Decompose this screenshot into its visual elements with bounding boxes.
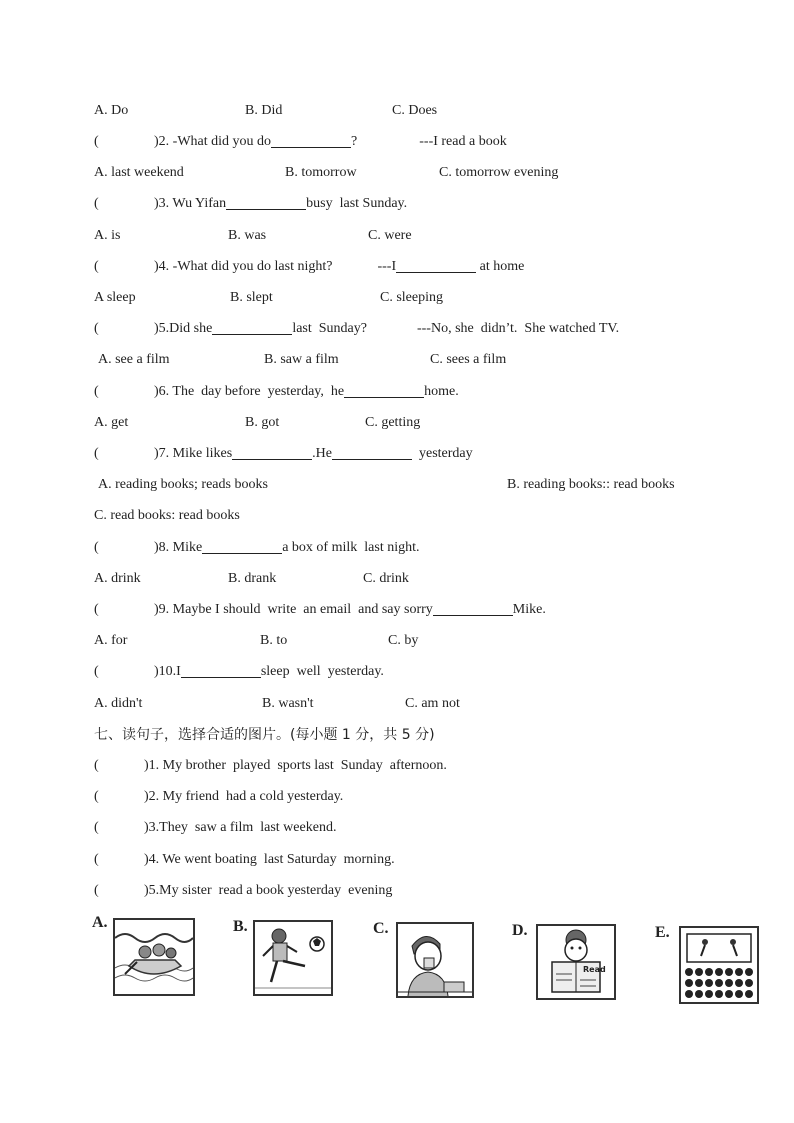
- answer-paren[interactable]: (: [94, 196, 99, 211]
- response-text: at home: [476, 259, 525, 274]
- option[interactable]: A. get: [94, 415, 129, 430]
- sentence-text: )1. My brother played sports last Sunday afternoon.: [144, 758, 447, 773]
- answer-blank[interactable]: [332, 445, 412, 460]
- question-text: )6. The day before yesterday, he: [154, 384, 345, 399]
- answer-paren[interactable]: (: [94, 852, 99, 867]
- question-6: [94, 383, 459, 401]
- question-text: )10.I: [154, 664, 181, 679]
- option[interactable]: C. sees a film: [430, 352, 507, 367]
- response-text: ---I: [377, 259, 397, 274]
- section-7-item-1: [94, 757, 447, 775]
- option[interactable]: B. slept: [230, 290, 273, 305]
- boating-picture[interactable]: [113, 918, 195, 996]
- option[interactable]: B. Did: [245, 103, 283, 118]
- response-text: ---I read a book: [419, 134, 507, 149]
- reading-icon: [538, 926, 614, 998]
- option[interactable]: C. tomorrow evening: [439, 165, 559, 180]
- answer-paren[interactable]: (: [94, 820, 99, 835]
- question-2: [94, 133, 507, 151]
- option[interactable]: A sleep: [94, 290, 136, 305]
- question-text: )8. Mike: [154, 540, 203, 555]
- answer-blank[interactable]: [181, 663, 261, 678]
- cold-picture[interactable]: [396, 922, 474, 998]
- answer-paren[interactable]: (: [94, 134, 99, 149]
- cinema-icon: [681, 928, 757, 1002]
- picture-label-b: B.: [233, 918, 248, 935]
- picture-label-c: C.: [373, 920, 389, 937]
- question-text: )3. Wu Yifan: [154, 196, 227, 211]
- answer-paren[interactable]: (: [94, 259, 99, 274]
- option[interactable]: A. see a film: [98, 352, 170, 367]
- sick-person-icon: [398, 924, 472, 996]
- question-7: [94, 445, 473, 463]
- question-text: ?: [351, 134, 358, 149]
- answer-paren[interactable]: (: [94, 321, 99, 336]
- question-text: )2. -What did you do: [154, 134, 272, 149]
- answer-blank[interactable]: [232, 445, 312, 460]
- option[interactable]: C. were: [368, 228, 412, 243]
- film-picture[interactable]: [679, 926, 759, 1004]
- boating-icon: [115, 920, 193, 994]
- option[interactable]: C. read books: read books: [94, 508, 240, 523]
- answer-paren[interactable]: (: [94, 446, 99, 461]
- option[interactable]: A. last weekend: [94, 165, 184, 180]
- option[interactable]: C. by: [388, 633, 419, 648]
- answer-paren[interactable]: (: [94, 384, 99, 399]
- answer-blank[interactable]: [202, 539, 282, 554]
- question-text: )9. Maybe I should write an email and say sorry: [154, 602, 433, 617]
- question-8: [94, 539, 419, 557]
- section-7-item-4: [94, 851, 395, 869]
- sentence-text: )2. My friend had a cold yesterday.: [144, 789, 344, 804]
- answer-paren[interactable]: (: [94, 602, 99, 617]
- option[interactable]: A. is: [94, 228, 121, 243]
- question-text: Mike.: [512, 602, 546, 617]
- section-7-item-5: [94, 882, 392, 900]
- answer-paren[interactable]: (: [94, 540, 99, 555]
- question-text: busy last Sunday.: [306, 196, 408, 211]
- option[interactable]: A. Do: [94, 103, 129, 118]
- picture-label-a: A.: [92, 914, 108, 931]
- option[interactable]: B. tomorrow: [285, 165, 357, 180]
- option[interactable]: B. was: [228, 228, 267, 243]
- option[interactable]: B. saw a film: [264, 352, 339, 367]
- question-text: .He: [312, 446, 332, 461]
- sentence-text: )4. We went boating last Saturday morning.: [144, 852, 395, 867]
- option[interactable]: A. for: [94, 633, 128, 648]
- question-text: home.: [424, 384, 459, 399]
- answer-blank[interactable]: [396, 258, 476, 273]
- question-text: yesterday: [411, 446, 473, 461]
- question-text: )7. Mike likes: [154, 446, 233, 461]
- question-9: [94, 601, 546, 619]
- answer-paren[interactable]: (: [94, 664, 99, 679]
- question-5: [94, 320, 619, 338]
- section-7-item-3: [94, 819, 336, 837]
- section-7-item-2: [94, 788, 343, 806]
- answer-paren[interactable]: (: [94, 758, 99, 773]
- option[interactable]: B. to: [260, 633, 288, 648]
- section-7-title: 七、读句子，选择合适的图片。(每小题 1 分，共 5 分): [94, 727, 435, 743]
- option[interactable]: C. sleeping: [380, 290, 443, 305]
- question-text: )5.Did she: [154, 321, 213, 336]
- sports-picture[interactable]: [253, 920, 333, 996]
- sentence-text: )5.My sister read a book yesterday evening: [144, 883, 393, 898]
- answer-blank[interactable]: [433, 601, 513, 616]
- option[interactable]: A. drink: [94, 571, 141, 586]
- reading-picture[interactable]: [536, 924, 616, 1000]
- question-3: [94, 195, 407, 213]
- option[interactable]: B. got: [245, 415, 280, 430]
- question-10: [94, 663, 384, 681]
- question-4: [94, 258, 524, 276]
- question-text: )4. -What did you do last night?: [154, 259, 333, 274]
- picture-label-e: E.: [655, 924, 670, 941]
- option[interactable]: C. Does: [392, 103, 438, 118]
- answer-blank[interactable]: [212, 320, 292, 335]
- picture-label-d: D.: [512, 922, 528, 939]
- option[interactable]: C. getting: [365, 415, 421, 430]
- question-text: last Sunday?: [292, 321, 367, 336]
- question-text: a box of milk last night.: [282, 540, 420, 555]
- option[interactable]: A. didn't: [94, 696, 143, 711]
- sentence-text: )3.They saw a film last weekend.: [144, 820, 337, 835]
- option[interactable]: B. wasn't: [262, 696, 314, 711]
- answer-blank[interactable]: [226, 195, 306, 210]
- option[interactable]: B. drank: [228, 571, 277, 586]
- option[interactable]: A. reading books; reads books: [98, 477, 268, 492]
- option[interactable]: B. reading books:: read books: [507, 477, 675, 492]
- football-icon: [255, 922, 331, 994]
- answer-paren[interactable]: (: [94, 883, 99, 898]
- answer-blank[interactable]: [344, 383, 424, 398]
- answer-paren[interactable]: (: [94, 789, 99, 804]
- option[interactable]: C. drink: [363, 571, 409, 586]
- response-text: ---No, she didn’t. She watched TV.: [416, 321, 620, 336]
- answer-blank[interactable]: [271, 133, 351, 148]
- book-cover-text: Read: [583, 965, 606, 974]
- option[interactable]: C. am not: [405, 696, 460, 711]
- question-text: sleep well yesterday.: [260, 664, 384, 679]
